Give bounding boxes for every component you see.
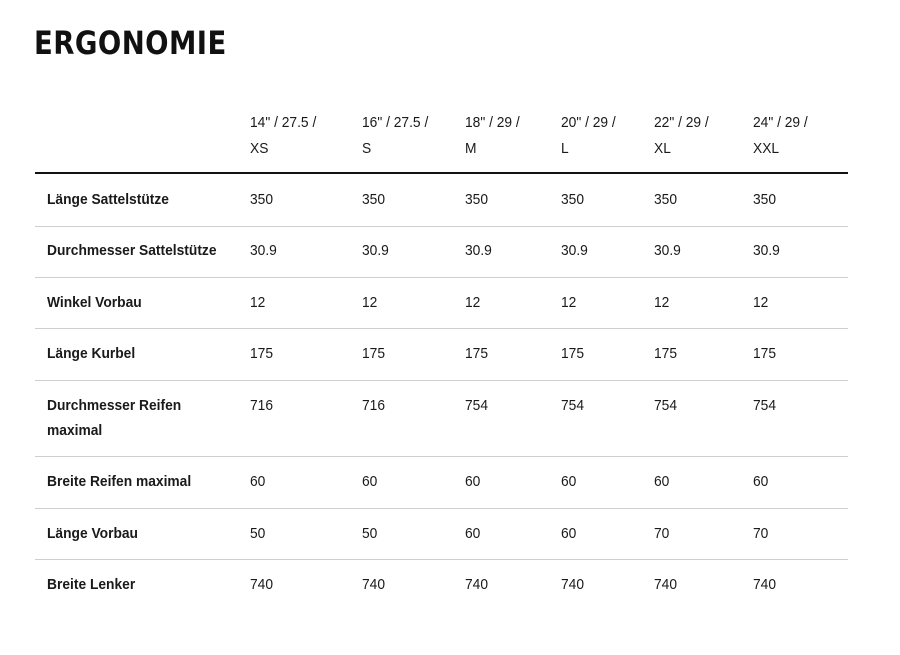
row-label: Durchmesser Sattelstütze [47, 242, 217, 259]
table-cell: 740 [362, 576, 386, 593]
column-header-xxl: 24" / 29 / XXL [753, 114, 808, 157]
table-cell: 350 [753, 191, 777, 208]
table-cell: 60 [465, 525, 481, 542]
table-cell: 350 [654, 191, 678, 208]
row-divider [35, 277, 848, 278]
row-divider [35, 559, 848, 560]
table-cell: 60 [250, 473, 266, 490]
page-title: ERGONOMIE [34, 24, 227, 62]
table-cell: 60 [561, 473, 577, 490]
table-cell: 50 [362, 525, 378, 542]
row-label: Durchmesser Reifen [47, 397, 182, 414]
table-cell: 175 [362, 345, 386, 362]
table-cell: 30.9 [654, 242, 681, 259]
table-cell: 12 [654, 294, 670, 311]
table-header [35, 110, 848, 172]
row-label: Winkel Vorbau [47, 294, 142, 311]
table-cell: 740 [753, 576, 777, 593]
table-cell: 60 [465, 473, 481, 490]
column-header-xs: 14" / 27.5 / XS [250, 114, 317, 157]
column-header-m: 18" / 29 / M [465, 114, 520, 157]
table-cell: 30.9 [250, 242, 277, 259]
table-cell: 70 [654, 525, 670, 542]
table-cell: 740 [250, 576, 274, 593]
ergonomics-table [35, 0, 848, 655]
table-cell: 716 [250, 397, 274, 414]
row-divider [35, 508, 848, 509]
table-cell: 350 [465, 191, 489, 208]
table-cell: 30.9 [362, 242, 389, 259]
table-cell: 350 [561, 191, 585, 208]
table-cell: 350 [362, 191, 386, 208]
column-header-l: 20" / 29 / L [561, 114, 616, 157]
table-cell: 175 [465, 345, 489, 362]
table-cell: 754 [753, 397, 777, 414]
table-cell: 30.9 [753, 242, 780, 259]
table-cell: 754 [465, 397, 489, 414]
table-cell: 70 [753, 525, 769, 542]
table-cell: 754 [654, 397, 678, 414]
table-cell: 740 [561, 576, 585, 593]
row-divider [35, 380, 848, 381]
row-label: Länge Vorbau [47, 525, 138, 542]
row-divider [35, 328, 848, 329]
column-header-s: 16" / 27.5 / S [362, 114, 429, 157]
table-cell: 12 [250, 294, 266, 311]
header-divider [35, 172, 848, 174]
table-cell: 754 [561, 397, 585, 414]
table-cell: 30.9 [561, 242, 588, 259]
table-cell: 12 [753, 294, 769, 311]
table-cell: 30.9 [465, 242, 492, 259]
row-divider [35, 456, 848, 457]
table-cell: 60 [362, 473, 378, 490]
table-cell: 60 [561, 525, 577, 542]
table-cell: 175 [250, 345, 274, 362]
table-cell: 716 [362, 397, 386, 414]
table-cell: 12 [362, 294, 378, 311]
table-cell: 12 [465, 294, 481, 311]
row-divider [35, 226, 848, 227]
column-header-xl: 22" / 29 / XL [654, 114, 709, 157]
table-cell: 350 [250, 191, 274, 208]
table-cell: 12 [561, 294, 577, 311]
table-cell: 175 [654, 345, 678, 362]
row-label: Länge Sattelstütze [47, 191, 169, 208]
table-cell: 60 [654, 473, 670, 490]
row-label: Breite Reifen maximal [47, 473, 192, 490]
table-cell: 60 [753, 473, 769, 490]
table-cell: 175 [753, 345, 777, 362]
table-cell: 740 [465, 576, 489, 593]
row-label-continued: maximal [47, 422, 103, 439]
row-label: Breite Lenker [47, 576, 136, 593]
table-cell: 175 [561, 345, 585, 362]
table-cell: 740 [654, 576, 678, 593]
table-cell: 50 [250, 525, 266, 542]
row-label: Länge Kurbel [47, 345, 136, 362]
